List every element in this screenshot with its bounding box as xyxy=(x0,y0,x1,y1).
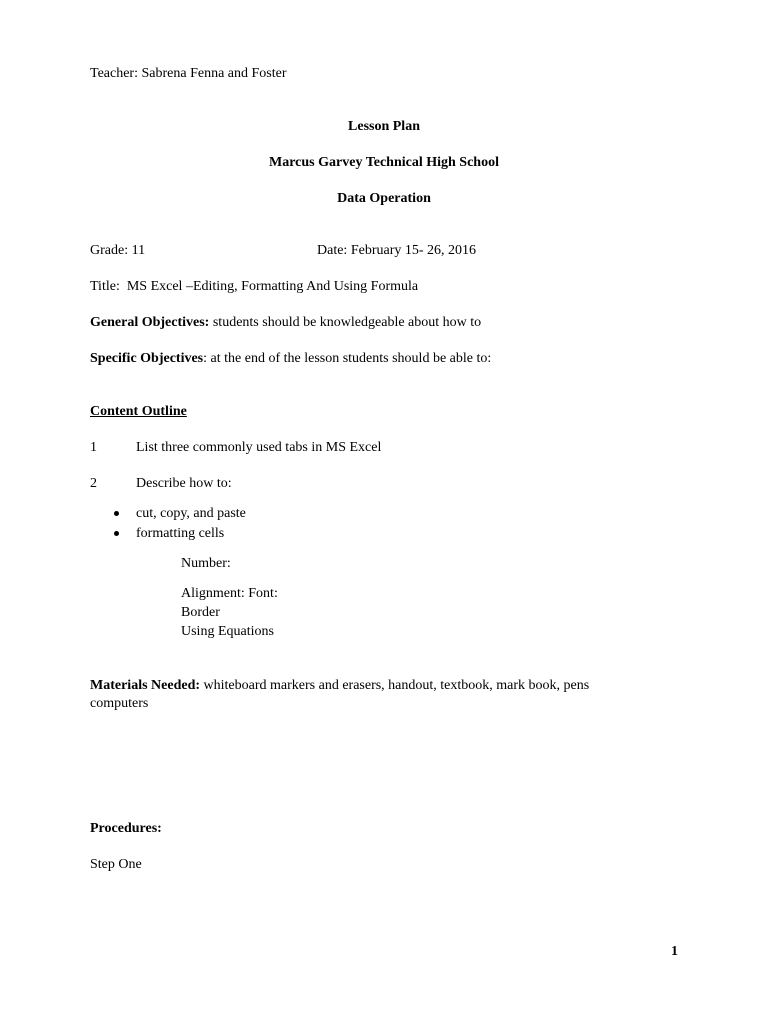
specific-objectives-text: : at the end of the lesson students should be able to: xyxy=(203,351,492,366)
general-objectives-line xyxy=(90,314,481,331)
specific-objectives-line xyxy=(90,350,491,367)
outline-item-text: Describe how to: xyxy=(136,476,232,491)
page-number: 1 xyxy=(671,944,678,959)
content-outline-heading: Content Outline xyxy=(90,404,187,419)
date-field: Date: February 15- 26, 2016 xyxy=(317,243,477,258)
teacher-line: Teacher: Sabrena Fenna and Foster xyxy=(90,66,287,81)
outline-item-text: List three commonly used tabs in MS Excel xyxy=(136,440,382,455)
sub-item: Using Equations xyxy=(181,624,274,639)
general-objectives-text: students should be knowledgeable about how to xyxy=(209,315,482,330)
sub-item: Alignment: Font: xyxy=(181,586,278,601)
step-one-label: Step One xyxy=(90,857,142,872)
outline-number: 2 xyxy=(90,476,97,491)
subject-name: Data Operation xyxy=(337,191,431,206)
outline-number: 1 xyxy=(90,440,97,455)
grade-field: Grade: 11 xyxy=(90,243,146,258)
materials-text-continued: computers xyxy=(90,696,149,711)
specific-objectives-label: Specific Objectives xyxy=(90,351,204,366)
bullet-item: cut, copy, and paste xyxy=(136,506,246,521)
materials-line xyxy=(90,677,589,694)
sub-item: Border xyxy=(181,605,220,620)
bullet-item: formatting cells xyxy=(136,526,225,541)
title-line xyxy=(90,278,418,295)
bullet-dot xyxy=(114,511,119,516)
title-value: MS Excel –Editing, Formatting And Using Formula xyxy=(126,279,419,294)
document-heading: Lesson Plan xyxy=(348,119,420,134)
materials-label: Materials Needed: xyxy=(90,678,201,693)
procedures-heading: Procedures: xyxy=(90,821,162,836)
materials-text: whiteboard markers and erasers, handout, textbook, mark book, pens xyxy=(200,678,590,693)
general-objectives-label: General Objectives: xyxy=(90,315,210,330)
bullet-dot xyxy=(114,531,119,536)
sub-item: Number: xyxy=(181,556,231,571)
title-label: Title: xyxy=(90,279,120,294)
school-name: Marcus Garvey Technical High School xyxy=(269,155,499,170)
